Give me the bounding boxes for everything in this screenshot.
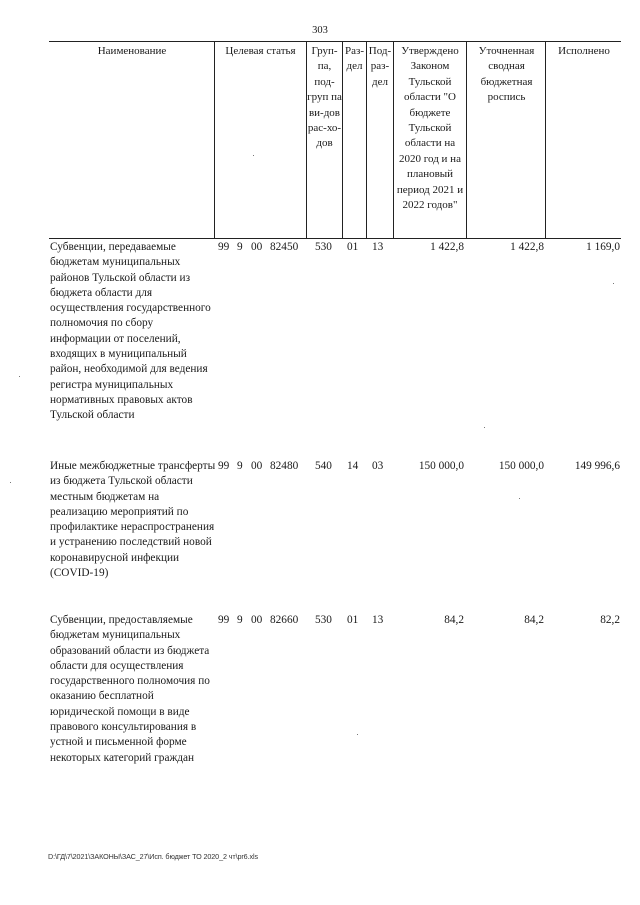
row-name: Субвенции, передаваемые бюджетам муниципальных районов Тульской области из бюджета области для осуществления государственного полномочия по сбору информации от поселений, входящих в муниципальный район, необходимой для ведения регистра муниципальных нормативных правовых актов Тульской области (50, 241, 211, 422)
scan-speck (613, 283, 614, 284)
column-divider (214, 41, 215, 239)
row-code-2: 9 (237, 460, 243, 472)
row-group: 530 (315, 241, 332, 253)
row-code-1: 99 (218, 614, 230, 626)
row-code-2: 9 (237, 241, 243, 253)
row-code-4: 82450 (270, 241, 299, 253)
row-subsection: 13 (372, 241, 384, 253)
row-executed: 82,2 (600, 614, 620, 626)
header-section: Раз-дел (344, 45, 364, 73)
row-subsection: 03 (372, 460, 384, 472)
scan-speck (519, 498, 520, 499)
row-code-3: 00 (251, 614, 263, 626)
row-executed: 1 169,0 (586, 241, 620, 253)
row-code-3: 00 (251, 460, 263, 472)
row-name: Иные межбюджетные трансферты из бюджета Тульской области местным бюджетам на реализацию мероприятий по профилактике нераспространения и устранению последствий новой коронавирусной инфекции (COVID-19) (50, 460, 216, 580)
row-approved: 84,2 (444, 614, 464, 626)
row-code-2: 9 (237, 614, 243, 626)
header-refined: Уточненная сводная бюджетная роспись (478, 45, 535, 104)
row-approved: 1 422,8 (430, 241, 464, 253)
row-section: 01 (347, 614, 359, 626)
scan-speck (19, 376, 20, 377)
scan-speck (10, 482, 11, 483)
header-group: Груп-па, под-груп па ви-дов рас-хо-дов (307, 45, 342, 150)
file-path-footer: D:\ГД\7\2021\ЗАКОНЫ\ЗАС_27\Исп. бюджет ТО 2020_2 чт\pr6.xls (48, 852, 258, 861)
row-section: 14 (347, 460, 359, 472)
header-target-article: Целевая статья (225, 45, 296, 57)
column-divider (466, 41, 467, 239)
header-approved: Утверждено Законом Тульской области "О бюджете Тульской области на 2020 год и на плановый период 2021 и 2022 годов" (396, 45, 464, 212)
scan-speck (253, 155, 254, 156)
header-top-rule (49, 41, 621, 42)
scan-speck (357, 734, 358, 735)
header-executed: Исполнено (558, 45, 610, 57)
column-divider (545, 41, 546, 239)
row-refined: 1 422,8 (510, 241, 544, 253)
scan-speck (484, 427, 485, 428)
row-code-1: 99 (218, 241, 230, 253)
row-group: 530 (315, 614, 332, 626)
row-refined: 150 000,0 (498, 460, 544, 472)
page-number: 303 (312, 25, 328, 36)
row-code-1: 99 (218, 460, 230, 472)
row-refined: 84,2 (524, 614, 544, 626)
row-code-3: 00 (251, 241, 263, 253)
header-name: Наименование (97, 45, 167, 57)
header-subsection: Под-раз-дел (368, 45, 392, 88)
header-bottom-rule (49, 238, 621, 239)
row-executed: 149 996,6 (574, 460, 620, 472)
row-name: Субвенции, предоставляемые бюджетам муниципальных образований области из бюджета области для осуществления государственного полномочия по оказанию бесплатной юридической помощи в виде правового консультирования в устной и письменной форме некоторых категорий граждан (50, 614, 210, 764)
row-subsection: 13 (372, 614, 384, 626)
row-group: 540 (315, 460, 332, 472)
row-code-4: 82480 (270, 460, 299, 472)
row-section: 01 (347, 241, 359, 253)
row-approved: 150 000,0 (418, 460, 464, 472)
row-code-4: 82660 (270, 614, 299, 626)
